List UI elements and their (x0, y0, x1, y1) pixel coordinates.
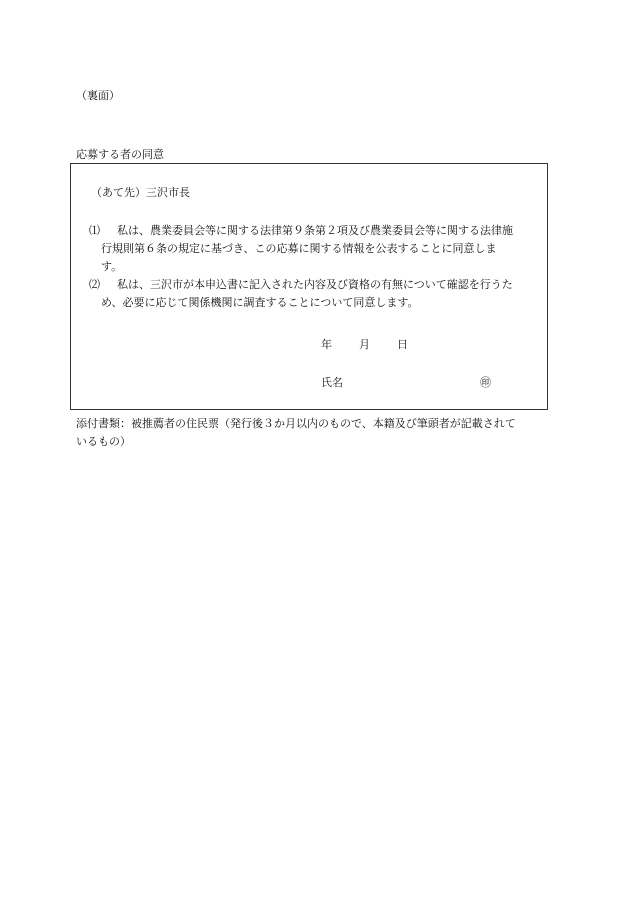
clause-line: す。 (101, 260, 123, 273)
month-label: 月 (359, 338, 370, 351)
seal-icon: ㊞ (480, 376, 491, 389)
signature-line (321, 376, 491, 390)
clause-number: ⑴ (89, 224, 100, 237)
clause-line: 私は、農業委員会等に関する法律第９条第２項及び農業委員会等に関する法律施 (117, 224, 513, 237)
attachment-line: いるもの） (76, 435, 131, 448)
day-label: 日 (397, 338, 408, 351)
name-label: 氏名 (321, 376, 343, 389)
addressee: （あて先）三沢市長 (91, 186, 190, 199)
year-label: 年 (321, 338, 332, 351)
attachment-note (76, 415, 556, 451)
section-title: 応募する者の同意 (76, 148, 164, 161)
consent-box (70, 163, 548, 410)
clause-line: 私は、三沢市が本申込書に記入された内容及び資格の有無について確認を行うた (117, 278, 513, 291)
date-line (321, 338, 408, 352)
clause-number: ⑵ (89, 278, 100, 291)
consent-clause-1 (89, 222, 547, 276)
consent-clause-2 (89, 276, 547, 312)
clause-line: 行規則第６条の規定に基づき、この応募に関する情報を公表することに同意しま (101, 242, 497, 255)
attachment-line: 添付書類：被推薦者の住民票（発行後３か月以内のもので、本籍及び筆頭者が記載されて (76, 417, 516, 430)
clause-line: め、必要に応じて関係機関に調査することについて同意します。 (101, 296, 419, 309)
reverse-side-label: （裏面） (76, 89, 120, 102)
